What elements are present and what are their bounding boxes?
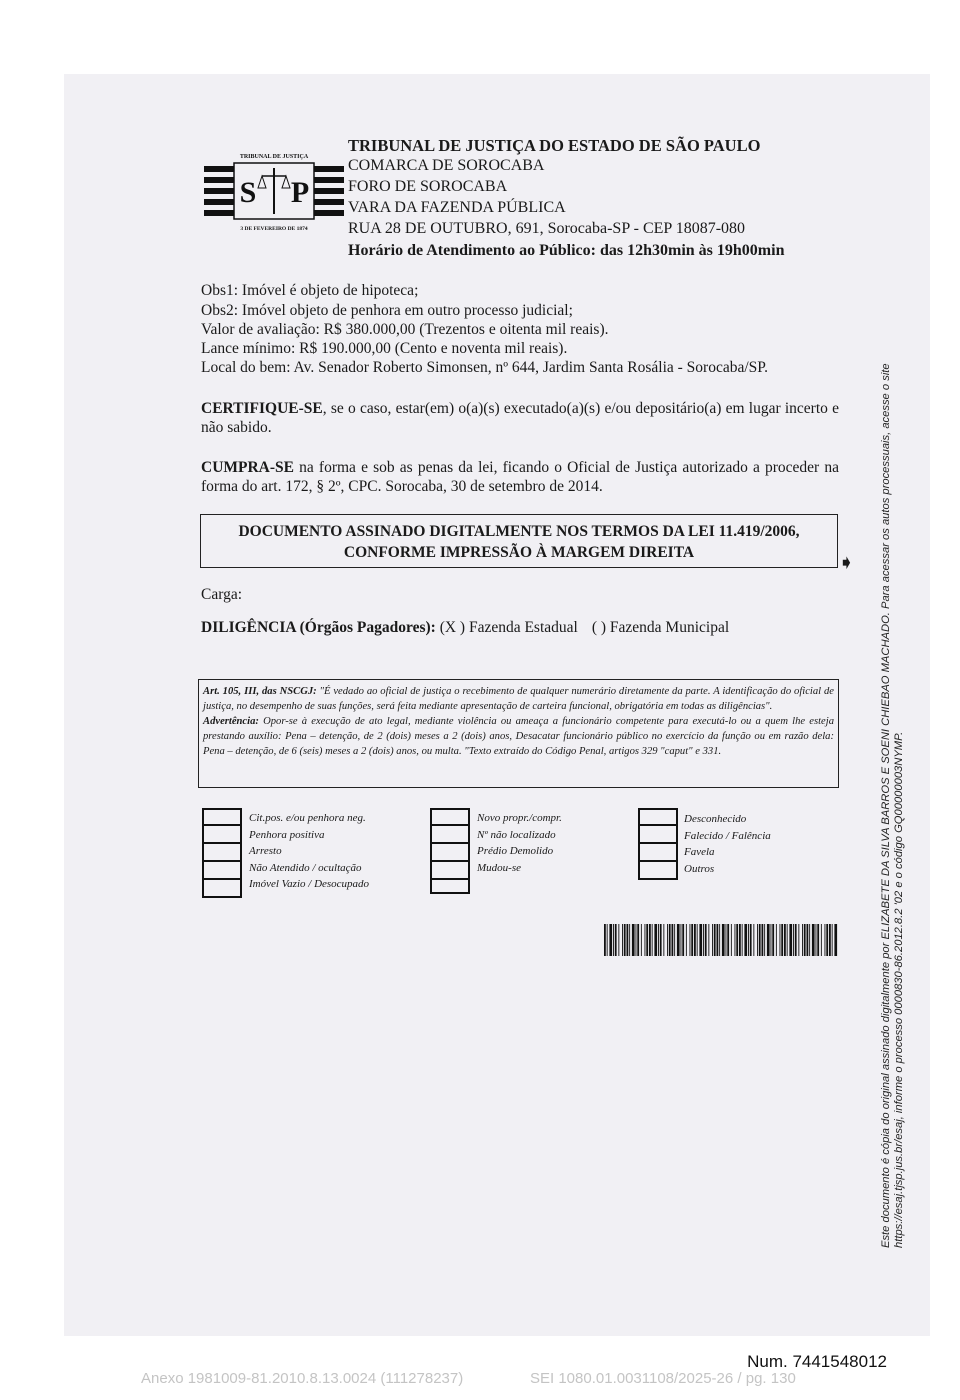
checkbox-label: Penhora positiva	[249, 828, 325, 841]
checkbox-label: Nº não localizado	[477, 828, 556, 841]
annex-reference: Anexo 1981009-81.2010.8.13.0024 (111278237)	[141, 1370, 464, 1387]
barcode-bar	[697, 924, 698, 956]
barcode-bar	[637, 924, 639, 956]
legal-notice-box	[198, 679, 839, 788]
barcode-bar	[645, 924, 646, 956]
barcode-bar	[632, 924, 635, 956]
barcode-bar	[674, 924, 675, 956]
checkbox-label: Outros	[684, 862, 715, 875]
barcode-bar	[812, 924, 815, 956]
barcode-bar	[613, 924, 614, 956]
checkbox-labels-1	[249, 810, 369, 893]
barcode-bar	[742, 924, 743, 956]
barcode-bar	[660, 924, 662, 956]
checkbox-label: Arresto	[249, 845, 282, 857]
barcode-bar	[817, 924, 819, 956]
barcode-bar	[672, 924, 674, 956]
checkbox-label: Imóvel Vazio / Desocupado	[249, 878, 370, 890]
valor-avaliacao: Valor de avaliação: R$ 380.000,00 (Trezentos e oitenta mil reais).	[201, 321, 609, 338]
checkbox-group-2	[430, 808, 470, 894]
barcode-bar	[750, 924, 752, 956]
barcode-bar	[663, 924, 664, 956]
barcode-bar	[802, 924, 803, 956]
barcode-bar	[691, 924, 693, 956]
barcode-bar	[780, 924, 781, 956]
checkbox-group-3	[638, 808, 678, 880]
barcode-bar	[649, 924, 651, 956]
stamp-line1: DOCUMENTO ASSINADO DIGITALMENTE NOS TERMOS DA LEI 11.419/2006,	[238, 523, 800, 540]
barcode-bar	[739, 924, 741, 956]
logo-top-text: TRIBUNAL DE JUSTIÇA	[239, 154, 309, 160]
checkbox[interactable]	[430, 842, 470, 860]
barcode-bar	[784, 924, 786, 956]
barcode-bar	[804, 924, 806, 956]
checkbox[interactable]	[202, 824, 242, 842]
barcode-bar	[641, 924, 642, 956]
checkbox-label: Favela	[684, 846, 715, 858]
checkbox-label: Novo propr./compr.	[477, 812, 562, 824]
office-hours: Horário de Atendimento ao Público: das 12h30min às 19h00min	[348, 242, 785, 259]
legal-art-text: "É vedado ao oficial de justiça o recebimento de qualquer numerário diretamente da parte. A identificação do oficial de justiça, no desempenho de suas funções, será feita mediante apresentação de carteira funcional, obrigatória em todas as diligências".	[203, 686, 834, 712]
diligencia-option-estadual: (X ) Fazenda Estadual	[435, 619, 578, 636]
certifique-paragraph	[201, 399, 839, 437]
legal-adv-label: Advertência:	[203, 716, 259, 727]
cumpra-lead: CUMPRA-SE	[201, 459, 294, 476]
barcode-bar	[735, 924, 736, 956]
checkbox[interactable]	[202, 878, 242, 898]
barcode-bar	[618, 924, 619, 956]
margin-arrow-icon: ➧	[838, 552, 855, 574]
barcode-bar	[726, 924, 727, 956]
checkbox-label: Desconhecido	[684, 813, 747, 825]
barcode-bar	[764, 924, 765, 956]
barcode-bar	[793, 924, 794, 956]
barcode-bar	[727, 924, 729, 956]
local-do-bem: Local do bem: Av. Senador Roberto Simonsen, nº 644, Jardim Santa Rosália - Sorocaba/SP.	[201, 359, 769, 376]
barcode-bar	[744, 924, 747, 956]
barcode-bar	[703, 924, 704, 956]
certifique-text: , se o caso, estar(em) o(a)(s) executado(a)(s) e/ou depositário(a) em lugar incerto e não sabido.	[201, 400, 839, 436]
checkbox[interactable]	[430, 824, 470, 842]
barcode-bar	[772, 924, 774, 956]
vara: VARA DA FAZENDA PÚBLICA	[348, 199, 566, 216]
barcode-bar	[722, 924, 725, 956]
barcode-bar	[798, 924, 799, 956]
address: RUA 28 DE OUTUBRO, 691, Sorocaba-SP - CEP 18087-080	[348, 220, 746, 237]
barcode-bar	[795, 924, 797, 956]
barcode-bar	[677, 924, 680, 956]
diligencia-option-municipal: ( ) Fazenda Municipal	[591, 619, 730, 636]
barcode-bar	[759, 924, 761, 956]
barcode	[604, 924, 838, 956]
cumpra-text: na forma e sob as penas da lei, ficando o Oficial de Justiça autorizado a proceder na forma do art. 172, § 2º, CPC. Sorocaba, 30 de setembro de 2014.	[201, 459, 839, 495]
logo-bottom-text: 3 DE FEVEREIRO DE 1874	[240, 226, 308, 232]
barcode-bar	[629, 924, 630, 956]
barcode-bar	[757, 924, 758, 956]
barcode-bar	[834, 924, 837, 956]
barcode-bar	[717, 924, 719, 956]
barcode-bar	[748, 924, 749, 956]
barcode-bar	[681, 924, 682, 956]
barcode-bar	[807, 924, 809, 956]
certifique-lead: CERTIFIQUE-SE	[201, 400, 323, 417]
lance-minimo: Lance mínimo: R$ 190.000,00 (Cento e noventa mil reais).	[201, 340, 568, 357]
checkbox-labels-2	[477, 810, 562, 876]
checkbox[interactable]	[430, 808, 470, 824]
barcode-bar	[736, 924, 738, 956]
barcode-bar	[829, 924, 831, 956]
barcode-bar	[789, 924, 792, 956]
barcode-bar	[705, 924, 707, 956]
checkbox[interactable]	[638, 808, 678, 824]
barcode-bar	[627, 924, 629, 956]
digital-signature-margin-note	[880, 363, 906, 1248]
barcode-bar	[753, 924, 754, 956]
checkbox-label: Não Atendido / ocultação	[249, 861, 362, 874]
diligencia-line	[201, 619, 729, 637]
barcode-bar	[832, 924, 833, 956]
barcode-bar	[667, 924, 668, 956]
barcode-bar	[821, 924, 822, 956]
checkbox[interactable]	[430, 878, 470, 894]
checkbox-group-1	[202, 808, 242, 898]
obs2: Obs2: Imóvel objeto de penhora em outro processo judicial;	[201, 302, 573, 319]
foro: FORO DE SOROCABA	[348, 178, 508, 195]
obs1: Obs1: Imóvel é objeto de hipoteca;	[201, 282, 419, 299]
legal-adv-text: Opor-se à execução de ato legal, mediante violência ou ameaça a funcionário competente para executá-lo ou a quem lhe esteja prestando auxílio: Pena – detenção, de 2 (dois) meses a 2 (dois) anos, Desacatar funcionário público no exercício da função ou em razão dela: Pena – detenção, de 6 (seis) meses a 2 (dois) anos, ou multa. "Texto extraído do Código Penal, artigos 329 "caput" e 331.	[203, 716, 834, 757]
checkbox[interactable]	[638, 842, 678, 860]
barcode-bar	[767, 924, 770, 956]
barcode-bar	[658, 924, 659, 956]
barcode-bar	[714, 924, 716, 956]
barcode-bar	[719, 924, 720, 956]
court-name: TRIBUNAL DE JUSTIÇA DO ESTADO DE SÃO PAULO	[348, 136, 761, 155]
barcode-bar	[622, 924, 623, 956]
barcode-bar	[809, 924, 810, 956]
checkbox[interactable]	[202, 860, 242, 878]
side-note-line2: https://esaj.tjsp.jus.br/esaj, informe o processo 0000830-86.2012.8.2 '02 e o código GQ00000003NYMP.	[893, 731, 905, 1248]
barcode-bar	[636, 924, 637, 956]
checkbox-label: Prédio Demolido	[477, 845, 554, 857]
barcode-bar	[654, 924, 657, 956]
barcode-bar	[816, 924, 817, 956]
barcode-bar	[646, 924, 648, 956]
checkbox[interactable]	[202, 842, 242, 860]
barcode-bar	[652, 924, 653, 956]
checkbox[interactable]	[638, 824, 678, 842]
cumpra-paragraph	[201, 458, 839, 496]
barcode-bar	[771, 924, 772, 956]
barcode-bar	[699, 924, 702, 956]
barcode-bar	[690, 924, 691, 956]
checkbox[interactable]	[430, 860, 470, 878]
checkbox-label: Mudou-se	[477, 861, 521, 874]
digital-signature-stamp	[200, 514, 838, 568]
barcode-bar	[615, 924, 617, 956]
barcode-bar	[825, 924, 826, 956]
logo-letter-p: P	[290, 176, 310, 209]
barcode-bar	[731, 924, 732, 956]
barcode-bar	[686, 924, 687, 956]
sei-reference: SEI 1080.01.0031108/2025-26 / pg. 130	[530, 1370, 796, 1387]
barcode-bar	[787, 924, 788, 956]
barcode-bar	[682, 924, 684, 956]
barcode-bar	[708, 924, 709, 956]
checkbox-label: Cit.pos. e/ou penhora neg.	[249, 812, 366, 824]
legal-art-label: Art. 105, III, das NSCGJ:	[203, 686, 317, 697]
document-number: Num. 7441548012	[747, 1352, 887, 1371]
logo-letter-s: S	[239, 176, 257, 209]
barcode-bar	[604, 924, 606, 956]
barcode-bar	[694, 924, 696, 956]
carga-label: Carga:	[201, 586, 243, 603]
checkbox-labels-3	[684, 811, 771, 877]
side-note-line1: Este documento é cópia do original assinado digitalmente por ELIZABETE DA SILVA BARROS E SOENI CHIEBAO MACHADO. Para acessar os autos processuais, acesse o site	[880, 363, 892, 1248]
barcode-bar	[762, 924, 764, 956]
checkbox-label: Falecido / Falência	[684, 829, 771, 842]
barcode-bar	[624, 924, 626, 956]
stamp-line2: CONFORME IMPRESSÃO À MARGEM DIREITA	[343, 544, 695, 561]
checkbox[interactable]	[638, 860, 678, 880]
barcode-bar	[826, 924, 828, 956]
barcode-bar	[609, 924, 612, 956]
barcode-bar	[669, 924, 671, 956]
barcode-bar	[776, 924, 777, 956]
barcode-bar	[781, 924, 783, 956]
barcode-bar	[712, 924, 713, 956]
barcode-bar	[607, 924, 608, 956]
checkbox[interactable]	[202, 808, 242, 824]
diligencia-label: DILIGÊNCIA (Órgãos Pagadores):	[201, 619, 436, 636]
comarca: COMARCA DE SOROCABA	[348, 157, 545, 174]
court-logo	[204, 150, 344, 232]
